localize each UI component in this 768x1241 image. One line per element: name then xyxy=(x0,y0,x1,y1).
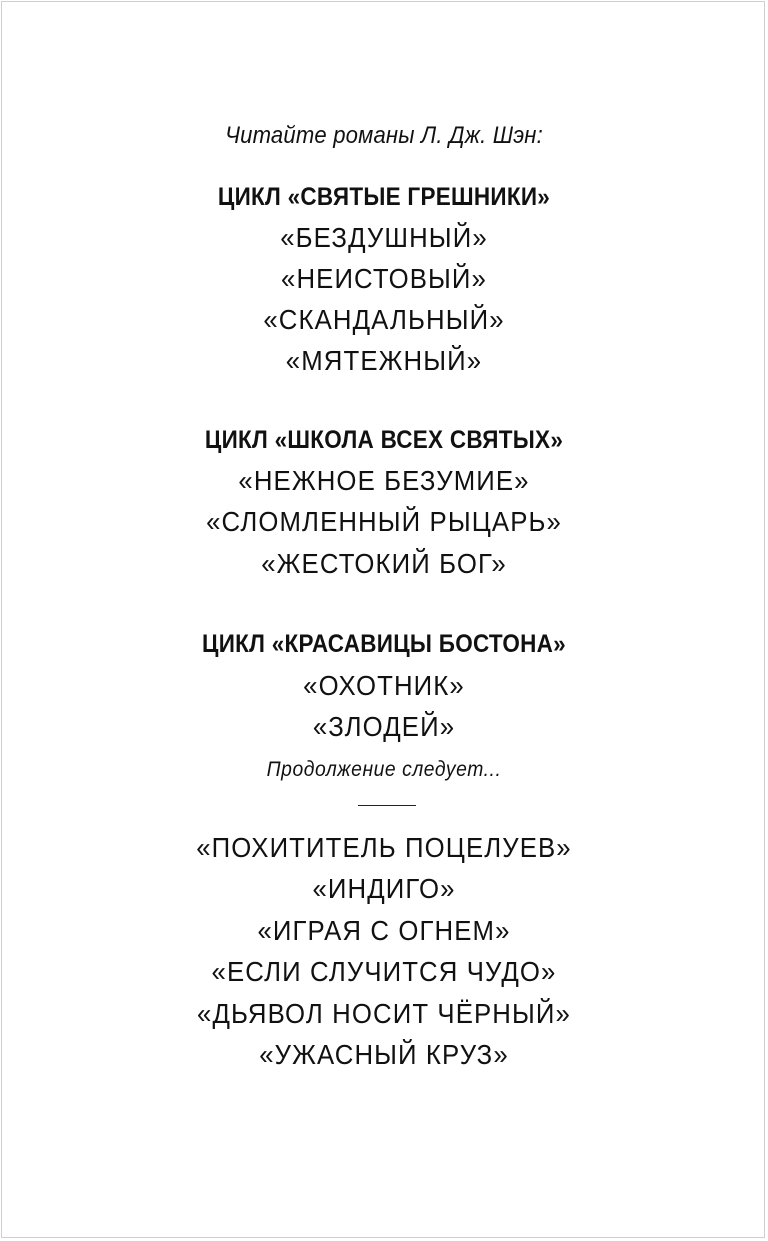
book-title: «МЯТЕЖНЫЙ» xyxy=(285,345,483,376)
book-title: «ДЬЯВОЛ НОСИТ ЧЁРНЫЙ» xyxy=(197,998,571,1029)
book-title: «НЕЖНОЕ БЕЗУМИЕ» xyxy=(238,465,530,496)
book-title: «СКАНДАЛЬНЫЙ» xyxy=(263,304,505,335)
book-title: «БЕЗДУШНЫЙ» xyxy=(280,222,488,253)
book-title: «УЖАСНЫЙ КРУЗ» xyxy=(259,1039,509,1070)
book-title: «ЕСЛИ СЛУЧИТСЯ ЧУДО» xyxy=(211,956,557,987)
book-title: «ЗЛОДЕЙ» xyxy=(312,711,456,742)
series-title-holy-sinners: ЦИКЛ «СВЯТЫЕ ГРЕШНИКИ» xyxy=(217,183,551,211)
book-title: «ОХОТНИК» xyxy=(303,670,465,701)
book-title: «ПОХИТИТЕЛЬ ПОЦЕЛУЕВ» xyxy=(196,832,572,863)
book-title: «НЕИСТОВЫЙ» xyxy=(281,263,487,294)
intro-heading: Читайте романы Л. Дж. Шэн: xyxy=(225,122,543,149)
book-title: «ЖЕСТОКИЙ БОГ» xyxy=(261,548,507,579)
book-title: «СЛОМЛЕННЫЙ РЫЦАРЬ» xyxy=(206,506,562,537)
section-divider xyxy=(358,805,416,806)
series-title-all-saints-school: ЦИКЛ «ШКОЛА ВСЕХ СВЯТЫХ» xyxy=(204,426,564,454)
to-be-continued-note: Продолжение следует... xyxy=(266,758,502,781)
book-title: «ИГРАЯ С ОГНЕМ» xyxy=(257,915,511,946)
book-title: «ИНДИГО» xyxy=(312,873,456,904)
series-title-boston-belles: ЦИКЛ «КРАСАВИЦЫ БОСТОНА» xyxy=(202,630,566,658)
